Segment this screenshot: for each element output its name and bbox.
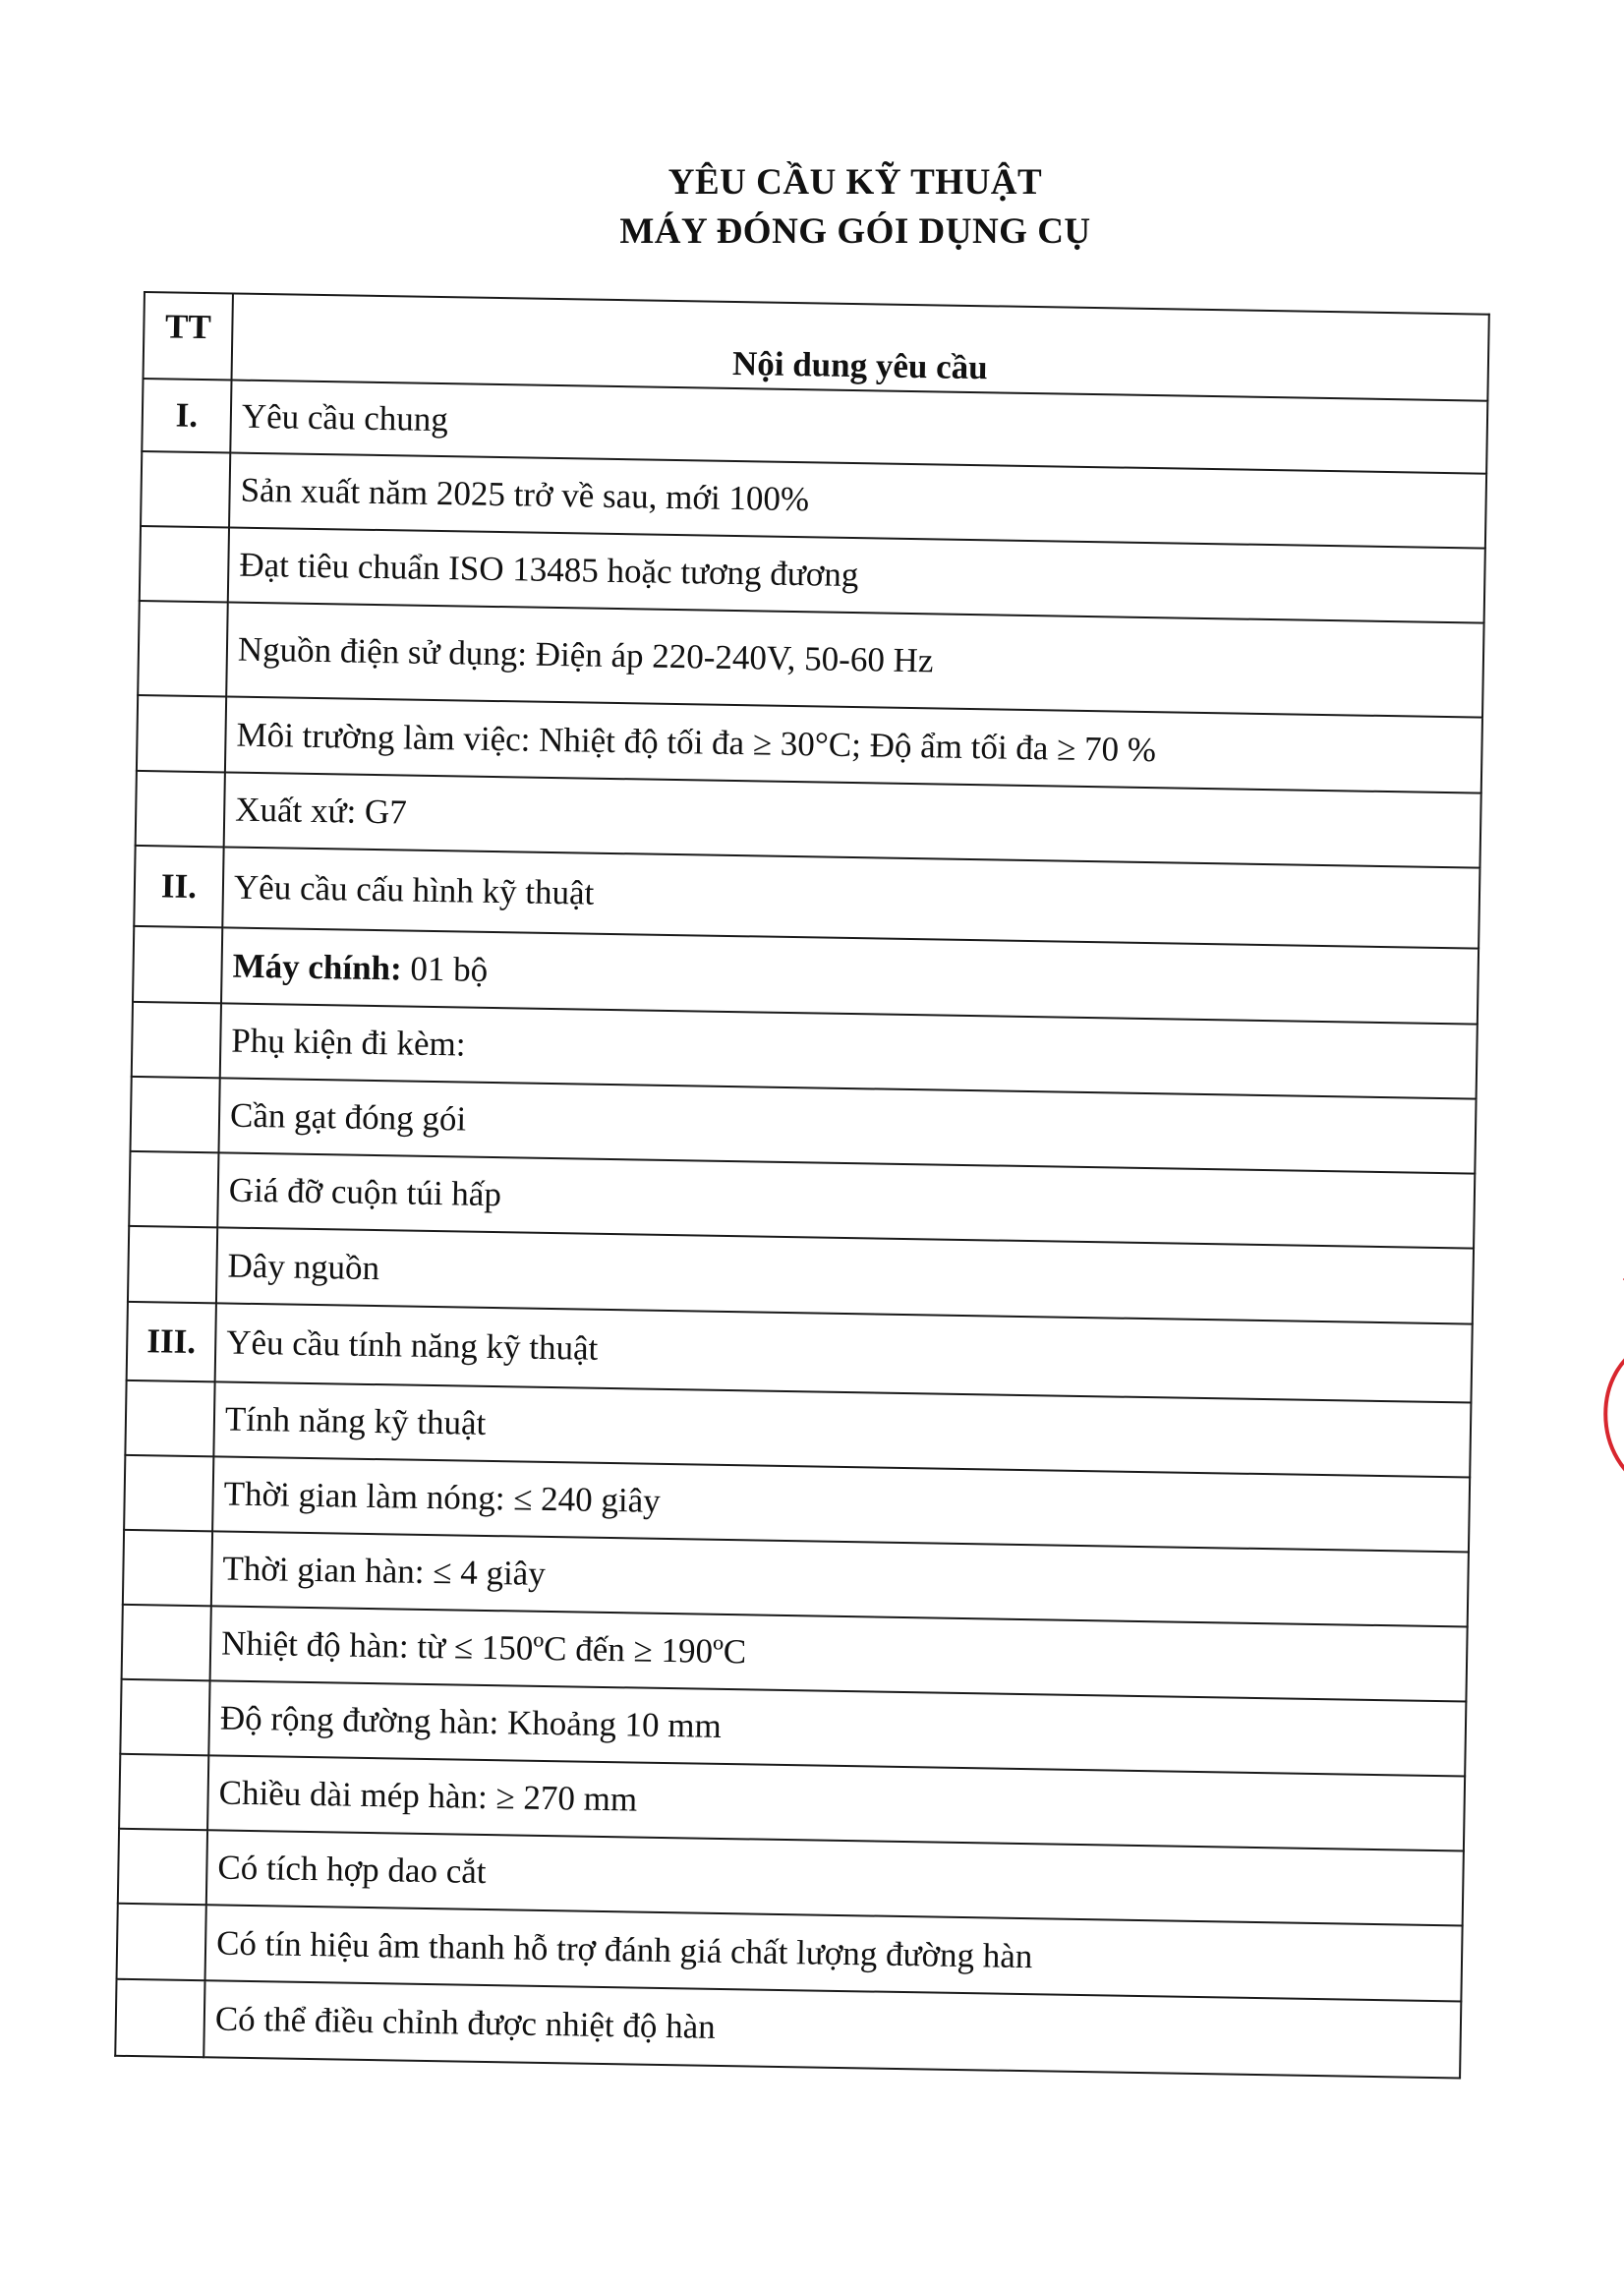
feature-item: Nhiệt độ hàn: từ ≤ 150ºC đến ≥ 190ºC	[210, 1606, 1468, 1701]
requirement-item: Nguồn điện sử dụng: Điện áp 220-240V, 50-60 Hz	[226, 602, 1483, 717]
tt-cell	[138, 601, 228, 696]
accessory-item: Cần gạt đóng gói	[218, 1078, 1476, 1173]
feature-item: Chiều dài mép hàn: ≥ 270 mm	[207, 1755, 1465, 1850]
requirement-item: Sản xuất năm 2025 trở về sau, mới 100%	[229, 452, 1486, 548]
main-unit-value: 01 bộ	[401, 948, 489, 989]
feature-item: Thời gian hàn: ≤ 4 giây	[211, 1531, 1469, 1626]
requirement-item: Xuất xứ: G7	[224, 772, 1481, 867]
tt-cell	[123, 1530, 212, 1606]
accessory-item: Dây nguồn	[216, 1227, 1474, 1323]
document-title: YÊU CẦU KỸ THUẬT	[667, 162, 1043, 203]
accessory-item: Giá đỡ cuộn túi hấp	[217, 1152, 1475, 1248]
tt-cell	[125, 1380, 214, 1456]
tt-cell	[117, 1904, 206, 1980]
requirement-item: Đạt tiêu chuẩn ISO 13485 hoặc tương đương	[228, 527, 1485, 622]
header-tt: TT	[144, 292, 233, 380]
section-title: Yêu cầu tính năng kỹ thuật	[215, 1303, 1473, 1402]
section-number: I.	[142, 379, 231, 452]
feature-item: Có tích hợp dao cắt	[206, 1830, 1464, 1925]
tt-cell	[122, 1605, 211, 1680]
tt-cell	[115, 1979, 204, 2057]
tt-cell	[140, 526, 229, 602]
section-title: Yêu cầu cấu hình kỹ thuật	[222, 847, 1479, 948]
tt-cell	[119, 1754, 208, 1830]
document-subtitle: MÁY ĐÓNG GÓI DỤNG CỤ	[619, 211, 1091, 252]
feature-item: Thời gian làm nóng: ≤ 240 giây	[212, 1456, 1470, 1552]
tt-cell	[129, 1151, 218, 1227]
tt-cell	[118, 1829, 207, 1905]
requirements-table-wrapper	[114, 291, 1490, 2079]
tt-cell	[137, 695, 226, 772]
section-title: Yêu cầu chung	[230, 380, 1487, 473]
feature-item: Có tín hiệu âm thanh hỗ trợ đánh giá chất lượng đường hàn	[205, 1905, 1463, 2001]
tt-cell	[141, 451, 230, 527]
tt-cell	[128, 1226, 217, 1303]
section-subtitle: Tính năng kỹ thuật	[213, 1381, 1471, 1477]
accessories-title: Phụ kiện đi kèm:	[220, 1003, 1478, 1098]
tt-cell	[124, 1455, 213, 1531]
tt-cell	[130, 1077, 219, 1152]
feature-item: Độ rộng đường hàn: Khoảng 10 mm	[208, 1680, 1466, 1776]
requirements-table	[114, 291, 1490, 2079]
section-number: II.	[134, 846, 223, 927]
tt-cell	[133, 926, 222, 1003]
tt-cell	[136, 771, 225, 847]
feature-item: Có thể điều chỉnh được nhiệt độ hàn	[203, 1980, 1461, 2078]
tt-cell	[132, 1002, 221, 1078]
red-stamp-fragment	[1585, 1268, 1624, 1524]
section-number: III.	[127, 1302, 216, 1381]
requirement-item: Môi trường làm việc: Nhiệt độ tối đa ≥ 30°C; Độ ẩm tối đa ≥ 70 %	[225, 696, 1482, 793]
tt-cell	[120, 1679, 209, 1755]
main-unit-label: Máy chính:	[232, 946, 403, 987]
header-content: Nội dung yêu cầu	[232, 294, 1489, 401]
